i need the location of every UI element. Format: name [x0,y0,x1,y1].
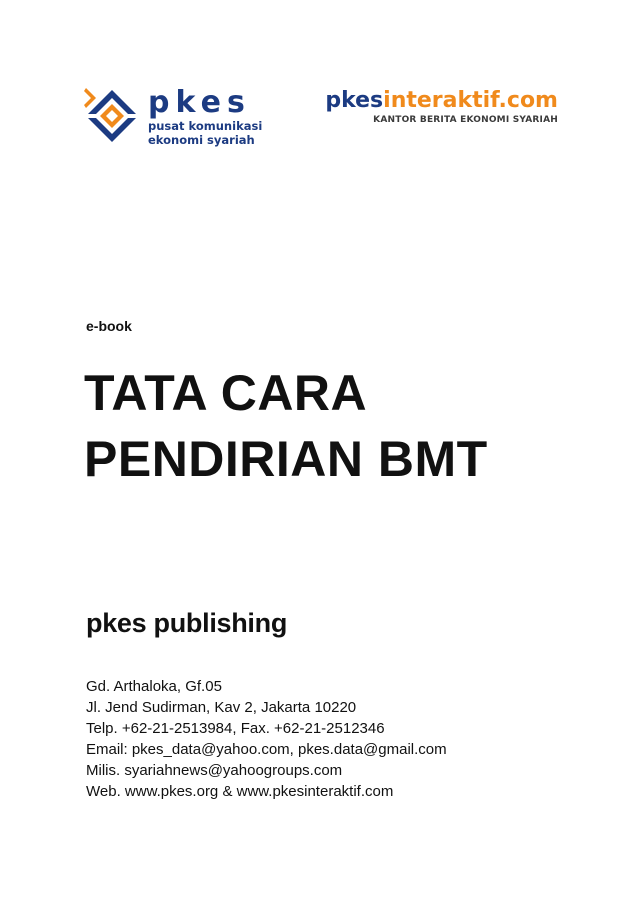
phone-fax: Telp. +62-21-2513984, Fax. +62-21-2512346 [86,720,385,737]
address-line-2: Jl. Jend Sudirman, Kav 2, Jakarta 10220 [86,699,357,716]
contact-info [86,676,447,802]
pkesinteraktif-wordmark [325,88,558,114]
pkesinteraktif-logo [296,88,558,138]
pkes-tagline-line1: pusat komunikasi [148,119,263,133]
email-line: Email: pkes_data@yahoo.com, pkes.data@gmail.com [86,741,447,758]
pkes-tagline-line2: ekonomi syariah [148,133,255,147]
pkesinteraktif-wordmark-part1: pkes [325,88,384,113]
milis-line: Milis. syariahnews@yahoogroups.com [86,762,343,779]
publisher-name: pkes publishing [86,608,288,638]
pkesinteraktif-wordmark-part2: interaktif.com [383,88,558,113]
title-line-1: TATA CARA [84,365,368,421]
title-line-2: PENDIRIAN BMT [84,431,488,487]
ebook-label: e-book [86,318,132,334]
pkesinteraktif-subtitle: KANTOR BERITA EKONOMI SYARIAH [373,115,558,125]
pkes-wordmark: pkes [148,85,251,120]
pkes-tagline [148,119,262,147]
page-title [84,360,604,492]
web-line: Web. www.pkes.org & www.pkesinteraktif.com [86,783,394,800]
address-line-1: Gd. Arthaloka, Gf.05 [86,678,222,695]
pkes-logo [84,86,264,152]
chevron-right-icon [84,86,98,110]
